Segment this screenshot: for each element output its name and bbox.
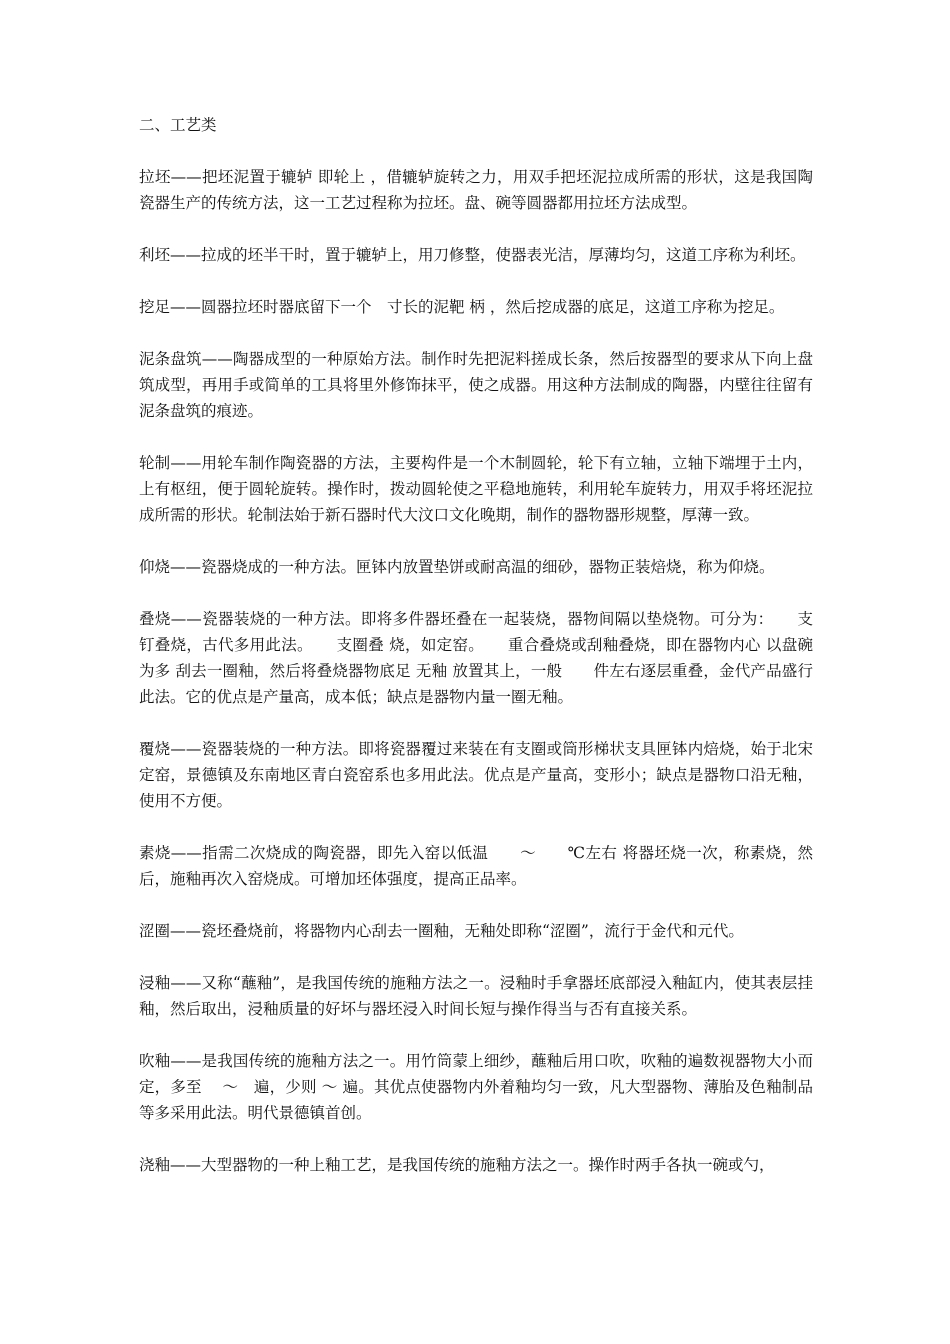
paragraph-niTiaoPanZhu: 泥条盘筑——陶器成型的一种原始方法。制作时先把泥料搓成长条，然后按器型的要求从下向上盘筑成型，再用手或简单的工具将里外修饰抹平，使之成器。用这种方法制成的陶器，内壁往往留有泥条盘筑的痕迹。 xyxy=(139,350,813,420)
paragraph-dieShao: 叠烧——瓷器装烧的一种方法。即将多件器坯叠在一起装烧，器物间隔以垫烧物。可分为： 支钉叠烧，古代多用此法。 支圈叠 烧，如定窑。 重合叠烧或刮釉叠烧，即在器物内心 以盘碗为多 刮去一圈釉，然后将叠烧器物底足 无釉 放置其上，一般 件左右逐层重叠，金代产品盛行此法。它的优点是产量高，成本低；缺点是器物内量一圈无釉。 xyxy=(139,610,813,706)
paragraph-waZu: 挖足——圆器拉坯时器底留下一个 寸长的泥靶 柄 ，然后挖成器的底足，这道工序称为挖足。 xyxy=(139,298,785,316)
paragraph-lunZhi: 轮制——用轮车制作陶瓷器的方法，主要构件是一个木制圆轮，轮下有立轴，立轴下端埋于土内，上有枢纽，便于圆轮旋转。操作时，拨动圆轮使之平稳地施转，利用轮车旋转力，用双手将坯泥拉成所需的形状。轮制法始于新石器时代大汶口文化晚期，制作的器物器形规整，厚薄一致。 xyxy=(139,454,813,524)
paragraph-jiaoYou: 浇釉——大型器物的一种上釉工艺，是我国传统的施釉方法之一。操作时两手各执一碗或勺， xyxy=(139,1156,775,1174)
paragraph-seQuan: 涩圈——瓷坯叠烧前，将器物内心刮去一圈釉，无釉处即称“涩圈”，流行于金代和元代。 xyxy=(139,922,744,940)
paragraph-yangShao: 仰烧——瓷器烧成的一种方法。匣钵内放置垫饼或耐高温的细砂，器物正装焙烧，称为仰烧。 xyxy=(139,558,775,576)
paragraph-jinYou: 浸釉——又称“蘸釉”，是我国传统的施釉方法之一。浸釉时手拿器坯底部浸入釉缸内，使其表层挂釉，然后取出，浸釉质量的好坏与器坯浸入时间长短与操作得当与否有直接关系。 xyxy=(139,974,813,1018)
paragraph-liPi: 利坯——拉成的坯半干时，置于辘轳上，用刀修整，使器表光洁，厚薄均匀，这道工序称为利坯。 xyxy=(139,246,806,264)
paragraph-suShao: 素烧——指需二次烧成的陶瓷器，即先入窑以低温 ～ ℃左右 将器坯烧一次，称素烧，然后，施釉再次入窑烧成。可增加坯体强度，提高正品率。 xyxy=(139,844,813,888)
paragraph-laPi: 拉坯——把坯泥置于辘轳 即轮上 ，借辘轳旋转之力，用双手把坯泥拉成所需的形状，这是我国陶瓷器生产的传统方法，这一工艺过程称为拉坯。盘、碗等圆器都用拉坯方法成型。 xyxy=(139,168,813,212)
section-heading: 二、工艺类 xyxy=(139,116,217,134)
paragraph-chuiYou: 吹釉——是我国传统的施釉方法之一。用竹筒蒙上细纱，蘸釉后用口吹，吹釉的遍数视器物大小而定，多至 ～ 遍，少则 ～ 遍。其优点使器物内外着釉均匀一致，凡大型器物、薄胎及色釉制品等多采用此法。明代景德镇首创。 xyxy=(139,1052,813,1122)
paragraph-fuShao: 覆烧——瓷器装烧的一种方法。即将瓷器覆过来装在有支圈或筒形梯状支具匣钵内焙烧，始于北宋定窑，景德镇及东南地区青白瓷窑系也多用此法。优点是产量高，变形小；缺点是器物口沿无釉，使用不方便。 xyxy=(139,740,813,810)
document-page xyxy=(139,112,813,1204)
